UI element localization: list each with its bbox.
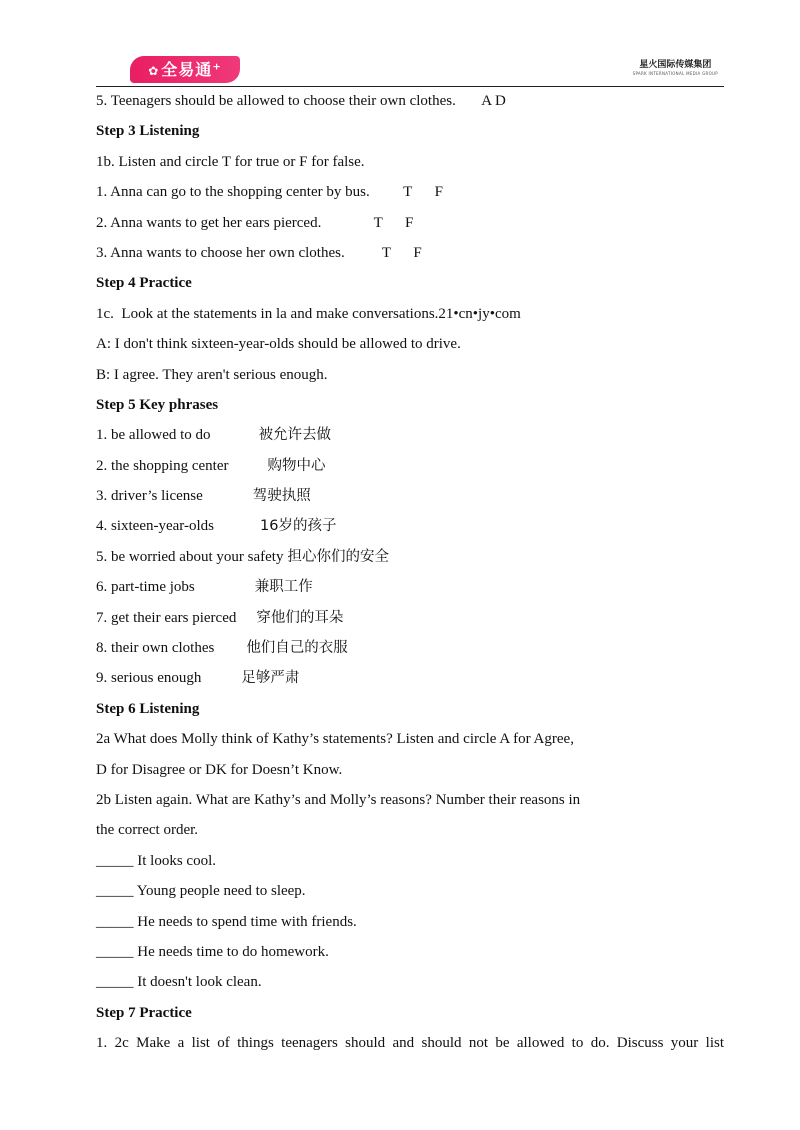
reason-4: _____ He needs time to do homework. (96, 943, 329, 960)
task-1c: 1c. Look at the statements in la and make conversations.21•cn•jy•com (96, 305, 521, 322)
phrase-8-cn: 他们自己的衣服 (246, 640, 348, 657)
logo-plus-icon: ⁺ (212, 60, 222, 79)
task-2b-line-1: 2b Listen again. What are Kathy’s and Molly’s reasons? Number their reasons in (96, 791, 581, 808)
tf-item-1: 1. Anna can go to the shopping center by bus. T F (96, 184, 443, 201)
step-7-heading: Step 7 Practice (96, 1004, 192, 1021)
phrase-6 (96, 572, 724, 602)
task-2b-line-2: the correct order. (96, 822, 199, 839)
task-2a-line-1: 2a What does Molly think of Kathy’s statements? Listen and circle A for Agree, (96, 731, 574, 748)
logo (130, 56, 240, 83)
task-2c: 1. 2c Make a list of things teenagers should and should not be allowed to do. Discuss your list (96, 1035, 724, 1052)
brand-mark (633, 60, 718, 77)
page-header (96, 52, 724, 86)
logo-text: 全易通 (161, 60, 213, 79)
task-2a-line-2: D for Disagree or DK for Doesn’t Know. (96, 761, 343, 778)
phrase-6-en: 6. part-time jobs (96, 579, 195, 596)
dialogue-b: B: I agree. They aren't serious enough. (96, 366, 328, 383)
phrase-2-en: 2. the shopping center (96, 457, 229, 474)
phrase-8-en: 8. their own clothes (96, 640, 215, 657)
task-1b: 1b. Listen and circle T for true or F for false. (96, 153, 365, 170)
brand-name-en: SPARK INTERNATIONAL MEDIA GROUP (632, 71, 718, 76)
phrase-3-cn: 驾驶执照 (252, 488, 311, 505)
phrase-2-cn: 购物中心 (267, 457, 326, 474)
reason-5: _____ It doesn't look clean. (96, 974, 262, 991)
phrase-4 (96, 511, 724, 541)
step-4-heading: Step 4 Practice (96, 275, 192, 292)
dialogue-a: A: I don't think sixteen-year-olds should be allowed to drive. (96, 336, 461, 353)
step-3-heading: Step 3 Listening (96, 123, 200, 140)
phrase-7-cn: 穿他们的耳朵 (256, 609, 344, 626)
reason-2: _____ Young people need to sleep. (96, 883, 306, 900)
logo-swirl-icon: ✿ (148, 64, 160, 78)
step-6-heading: Step 6 Listening (96, 700, 200, 717)
tf-item-2: 2. Anna wants to get her ears pierced. T F (96, 214, 414, 231)
phrase-4-en: 4. sixteen-year-olds (96, 518, 214, 535)
phrase-9 (96, 663, 724, 693)
phrase-9-en: 9. serious enough (96, 670, 202, 687)
phrase-5 (96, 542, 724, 572)
phrase-7 (96, 603, 724, 633)
step-5-heading: Step 5 Key phrases (96, 396, 219, 413)
phrase-1-cn: 被允许去做 (258, 427, 332, 444)
phrase-1-en: 1. be allowed to do (96, 427, 211, 444)
phrase-5-cn: 担心你们的安全 (287, 548, 389, 565)
phrase-2 (96, 451, 724, 481)
tf-item-3: 3. Anna wants to choose her own clothes. T F (96, 244, 422, 261)
brand-name-cn: 星火国际传媒集团 (639, 60, 712, 70)
phrase-3 (96, 481, 724, 511)
phrase-9-cn: 足够严肃 (241, 670, 300, 687)
phrase-4-cn: 16岁的孩子 (260, 518, 337, 535)
statement-5: 5. Teenagers should be allowed to choose their own clothes. A D (96, 93, 506, 109)
phrase-7-en: 7. get their ears pierced (96, 609, 237, 626)
phrase-3-en: 3. driver’s license (96, 488, 203, 505)
phrase-6-cn: 兼职工作 (254, 579, 313, 596)
phrase-8 (96, 633, 724, 663)
phrase-1 (96, 420, 724, 450)
reason-3: _____ He needs to spend time with friends. (96, 913, 357, 930)
phrase-5-en: 5. be worried about your safety (96, 548, 284, 565)
document-body (96, 86, 724, 1059)
reason-1: _____ It looks cool. (96, 852, 216, 869)
